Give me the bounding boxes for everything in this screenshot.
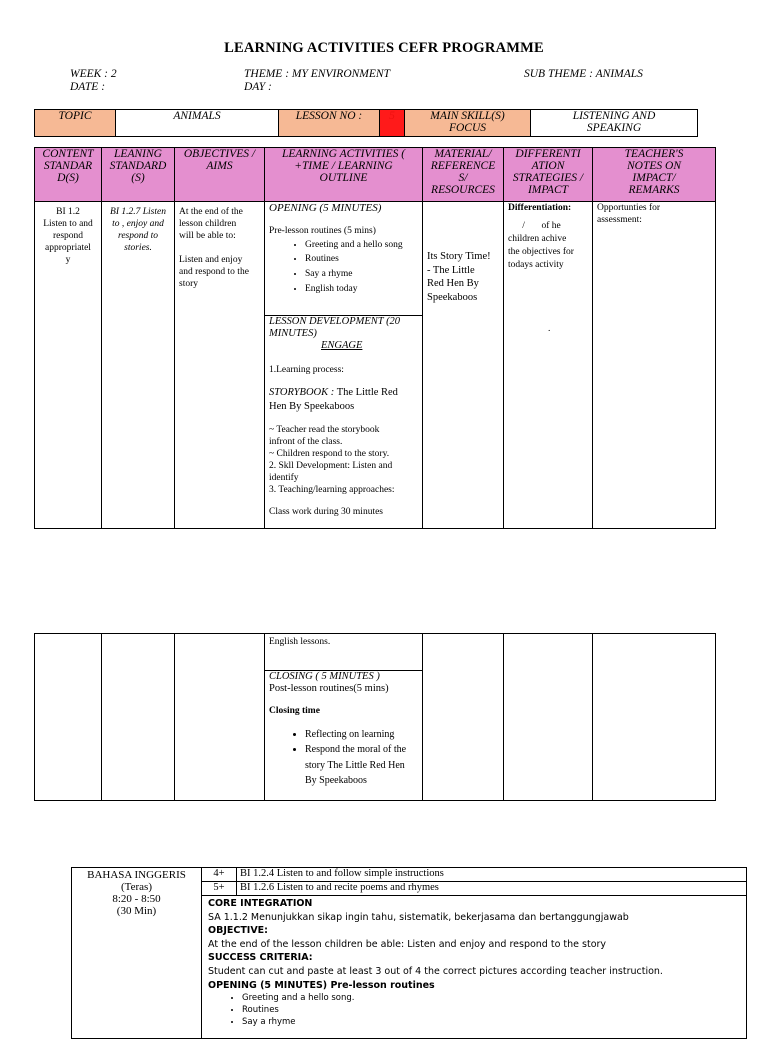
core-integration-text: SA 1.1.2 Menunjukkan sikap ingin tahu, sistematik, bekerjasama dan bertanggungjawab [208, 911, 629, 923]
main-skill-value-line2: SPEAKING [586, 122, 642, 134]
main-skill-value-cell [531, 110, 698, 137]
header-text: STANDAR [43, 160, 93, 172]
step-line: 2. Skll Development: Listen and [269, 461, 393, 471]
objective-text: At the end of the lesson children be able: Listen and enjoy and respond to the story [208, 938, 607, 950]
opening-routines-label: OPENING (5 MINUTES) Pre-lesson routines [208, 979, 435, 991]
learning-standard-text: respond to [117, 231, 159, 241]
topic-table [34, 109, 698, 137]
subject-type: (Teras) [121, 881, 152, 893]
storybook-line [269, 386, 418, 400]
header-text: RESOURCES [431, 184, 495, 196]
success-criteria-text: Student can cut and paste at least 3 out of 4 the correct pictures according teacher instruction. [208, 965, 663, 977]
list-item: • Reflecting on learning [305, 727, 418, 742]
step-line: infront of the class. [269, 437, 343, 447]
lesson-development-title: LESSON DEVELOPMENT (20 [269, 316, 401, 327]
header-text: CONTENT [42, 148, 94, 160]
continued-empty-cell [175, 634, 265, 801]
header-content-standard [35, 148, 102, 202]
lesson-label-cell [279, 110, 380, 137]
plan-details-cell [202, 896, 747, 1039]
list-item: • Greeting and a hello song. [242, 992, 740, 1004]
list-item: • Say a rhyme [242, 1016, 740, 1028]
step-line: ~ Children respond to the story. [269, 449, 390, 459]
standard-1-number: 4+ [202, 868, 237, 882]
header-material [423, 148, 504, 202]
header-objectives [175, 148, 265, 202]
week-label: WEEK : 2 [70, 68, 117, 80]
subject-name: BAHASA INGGERIS [87, 869, 186, 881]
continued-empty-cell [102, 634, 175, 801]
list-item: • Routines [305, 253, 418, 265]
objective-label: OBJECTIVE: [208, 925, 268, 937]
main-skill-label-line2: FOCUS [448, 122, 487, 134]
header-text: STRATEGIES / [512, 172, 584, 184]
header-text: AIMS [206, 160, 233, 172]
bottom-opening-list [208, 992, 740, 1028]
material-text: Its Story Time! [427, 251, 491, 262]
header-text: STANDARD [109, 160, 167, 172]
subtheme-label: SUB THEME : ANIMALS [524, 68, 643, 80]
step-line: ~ Teacher read the storybook [269, 425, 380, 435]
objectives-text: will be able to: [179, 231, 236, 241]
notes-text: assessment: [597, 215, 642, 225]
main-skill-label-line1: MAIN SKILL(S) [430, 110, 505, 122]
material-text: Red Hen By [427, 278, 479, 289]
list-item: • Greeting and a hello song [305, 239, 418, 251]
objectives-text: and respond to the [179, 267, 249, 277]
header-text: LEANING [114, 148, 162, 160]
teacher-notes-cell [593, 202, 716, 529]
header-text: REMARKS [628, 184, 680, 196]
lesson-development-section [265, 315, 422, 518]
storybook-label: STORYBOOK : [269, 387, 335, 398]
differentiation-text: the objectives for [508, 247, 574, 257]
opening-list [269, 239, 418, 295]
learning-standard-text: BI 1.2.7 Listen [110, 207, 166, 217]
header-text: MATERIAL/ [434, 148, 492, 160]
header-text: S/ [458, 172, 468, 184]
content-standard-text: respond [52, 231, 84, 241]
header-text: (S) [131, 172, 145, 184]
continued-empty-cell [593, 634, 716, 801]
learning-standard-text: to , enjoy and [112, 219, 164, 229]
header-text: LEARNING ACTIVITIES ( [281, 148, 406, 160]
objectives-text: Listen and enjoy [179, 255, 243, 265]
continued-activities-cell [265, 634, 423, 801]
header-text: TEACHER'S [624, 148, 684, 160]
classwork-line: Class work during 30 minutes [269, 507, 383, 517]
content-standard-text: y [65, 255, 71, 265]
postlesson-routines: Post-lesson routines(5 mins) [269, 683, 389, 694]
header-learning-standard [102, 148, 175, 202]
learning-standard-cell [102, 202, 175, 529]
subject-cell [72, 868, 202, 1039]
header-text: OBJECTIVES / [183, 148, 256, 160]
day-label: DAY : [244, 81, 272, 93]
continued-empty-cell [35, 634, 102, 801]
opening-section [265, 202, 422, 315]
objectives-cell [175, 202, 265, 529]
lesson-development-title-2: MINUTES) [269, 328, 317, 339]
storybook-title-2: Hen By Speekaboos [269, 401, 355, 412]
header-text: NOTES ON [627, 160, 681, 172]
header-text: OUTLINE [319, 172, 368, 184]
list-item: • Routines [242, 1004, 740, 1016]
topic-label: TOPIC [58, 110, 92, 122]
date-label: DATE : [70, 81, 106, 93]
header-text: +TIME / LEARNING [294, 160, 393, 172]
success-criteria-label: SUCCESS CRITERIA: [208, 952, 313, 964]
step-line: identify [269, 473, 299, 483]
learning-process: 1.Learning process: [269, 365, 344, 375]
standard-2-text: BI 1.2.6 Listen to and recite poems and rhymes [237, 882, 747, 896]
header-text: D(S) [57, 172, 79, 184]
header-text: IMPACT [527, 184, 569, 196]
header-learning-activities [265, 148, 423, 202]
learning-standard-text: stories. [124, 243, 152, 253]
daily-plan-table [71, 867, 747, 1039]
header-teacher-notes [593, 148, 716, 202]
step-line: 3. Teaching/learning approaches: [269, 485, 395, 495]
differentiation-cell [504, 202, 593, 529]
objectives-text: story [179, 279, 198, 289]
material-text: Speekaboos [427, 291, 478, 303]
material-cell [423, 202, 504, 529]
header-text: DIFFERENTI [515, 148, 581, 160]
material-text: - The Little [427, 264, 475, 276]
closing-time: Closing time [269, 706, 320, 716]
closing-list [269, 727, 418, 789]
list-item: • English today [305, 283, 418, 295]
differentiation-text: children achive [508, 234, 567, 244]
content-standard-cell [35, 202, 102, 529]
core-integration-label: CORE INTEGRATION [208, 898, 313, 909]
header-text: ATION [531, 160, 565, 172]
lesson-number-cell [380, 110, 405, 137]
lesson-plan-table [34, 147, 716, 529]
theme-label: THEME : MY ENVIRONMENT [244, 68, 390, 80]
opening-title: OPENING (5 MINUTES) [269, 202, 382, 214]
content-standard-text: appropriatel [45, 243, 91, 253]
header-text: REFERENCE [430, 160, 496, 172]
content-standard-text: BI 1.2 [56, 207, 80, 217]
subject-duration: (30 Min) [116, 905, 157, 917]
prelesson-routines: Pre-lesson routines (5 mins) [269, 226, 376, 236]
continued-empty-cell [423, 634, 504, 801]
lesson-number: 5 [389, 110, 395, 122]
lesson-plan-continued-table [34, 633, 716, 801]
content-standard-text: Listen to and [43, 219, 93, 229]
topic-value-cell [116, 110, 279, 137]
list-item: • Say a rhyme [305, 268, 418, 280]
main-skill-value-line1: LISTENING AND [572, 110, 656, 122]
standard-2-number: 5+ [202, 882, 237, 896]
differentiation-dot: . [548, 324, 551, 334]
differentiation-label: Differentiation: [508, 203, 572, 213]
objectives-text: At the end of the [179, 207, 243, 217]
main-skill-label-cell [405, 110, 531, 137]
notes-text: Opportunties for [597, 203, 661, 213]
closing-title: CLOSING ( 5 MINUTES ) [269, 671, 380, 682]
header-differentiation [504, 148, 593, 202]
topic-label-cell [35, 110, 116, 137]
storybook-title: The Little Red [336, 387, 398, 398]
topic-value: ANIMALS [173, 110, 221, 122]
standard-1-text: BI 1.2.4 Listen to and follow simple instructions [237, 868, 747, 882]
lesson-label: LESSON NO : [295, 110, 363, 122]
differentiation-text: / of he [508, 221, 561, 231]
objectives-text: lesson children [179, 219, 237, 229]
document-title: LEARNING ACTIVITIES CEFR PROGRAMME [224, 40, 544, 56]
english-lessons: English lessons. [269, 637, 331, 647]
engage-heading: ENGAGE [321, 340, 363, 351]
differentiation-text: todays activity [508, 260, 564, 270]
list-item: • Respond the moral of the story The Little Red Hen By Speekaboos [305, 742, 418, 789]
learning-activities-cell [265, 202, 423, 529]
subject-time: 8:20 - 8:50 [112, 893, 161, 905]
closing-section [265, 670, 422, 789]
header-text: IMPACT/ [632, 172, 676, 184]
continued-empty-cell [504, 634, 593, 801]
